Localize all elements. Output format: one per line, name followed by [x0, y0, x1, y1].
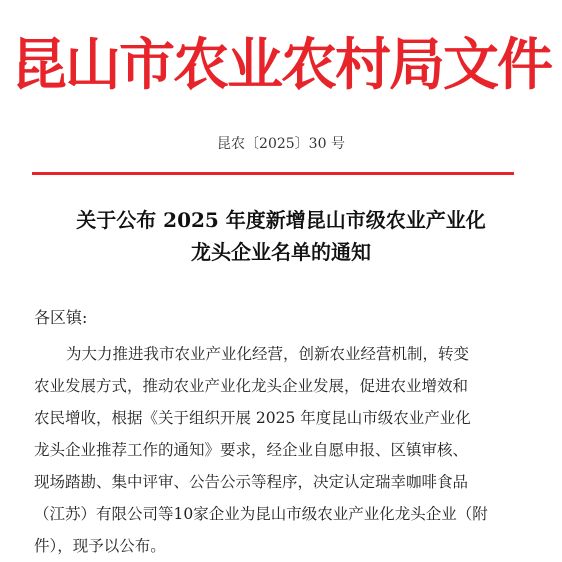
body-line-5: 现场踏勘、集中评审、公告公示等程序，决定认定瑞幸咖啡食品 [34, 473, 469, 491]
red-divider-line [32, 172, 514, 175]
body-line-4: 龙头企业推荐工作的通知》要求，经企业自愿申报、区镇审核、 [34, 441, 469, 459]
document-number: 昆农〔2025〕30 号 [217, 136, 345, 152]
document-title [0, 204, 562, 268]
salutation: 各区镇: [34, 308, 88, 327]
body-line-2: 农业发展方式，推动农业产业化龙头企业发展，促进农业增效和 [34, 377, 469, 395]
title-line-1: 关于公布 2025 年度新增昆山市级农业产业化 [76, 208, 486, 232]
body-line-7: 件），现予以公布。 [34, 537, 166, 555]
document-masthead: 昆山市农业农村局文件 [11, 32, 551, 98]
title-line-2: 龙头企业名单的通知 [191, 240, 371, 264]
document-body [34, 338, 514, 562]
body-line-6: （江苏）有限公司等10家企业为昆山市级农业产业化龙头企业（附 [34, 505, 488, 523]
body-line-3: 农民增收，根据《关于组织开展 2025 年度昆山市级农业产业化 [34, 409, 471, 427]
body-line-1: 为大力推进我市农业产业化经营，创新农业经营机制，转变 [66, 345, 470, 363]
